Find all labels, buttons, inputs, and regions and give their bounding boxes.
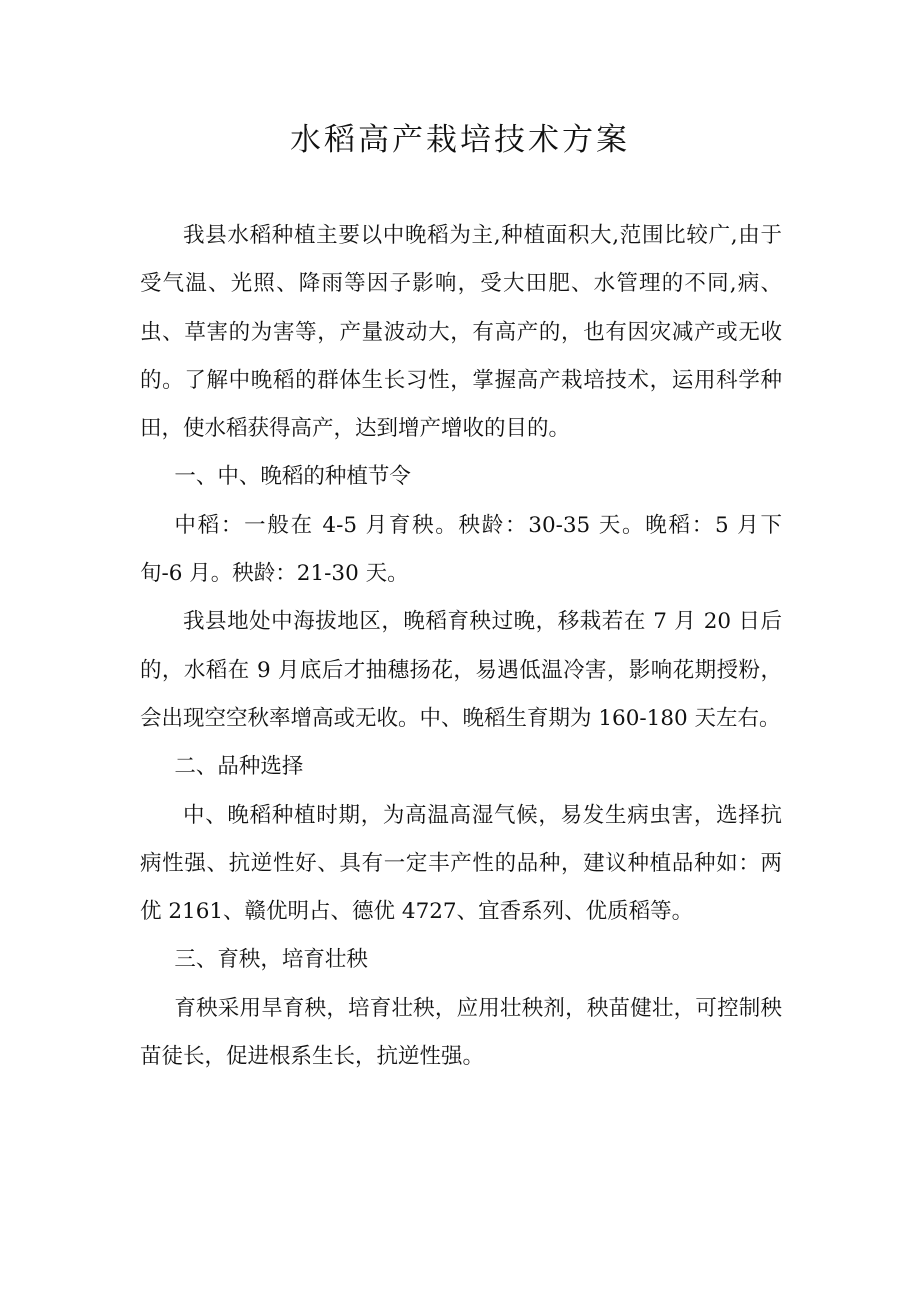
paragraph-altitude-note: 我县地处中海拔地区，晚稻育秧过晚，移栽若在 7 月 20 日后的，水稻在 9 月底后才抽穗扬花，易遇低温冷害，影响花期授粉，会出现空空秋率增高或无收。中、晚稻生育期为 160-180 天左右。 <box>140 609 782 731</box>
document-body <box>140 212 782 1081</box>
section-heading-seedling-cultivation: 三、育秧，培育壮秧 <box>174 947 368 973</box>
document-title: 水稻高产栽培技术方案 <box>290 122 630 158</box>
section-heading-variety-selection: 二、品种选择 <box>174 754 304 780</box>
paragraph-seedling-timing: 中稻：一般在 4-5 月育秧。秧龄：30-35 天。晚稻：5 月下旬-6 月。秧龄：21-30 天。 <box>140 512 782 587</box>
section-heading-planting-season: 一、中、晚稻的种植节令 <box>174 464 411 490</box>
paragraph-variety-recommendation: 中、晚稻种植时期，为高温高湿气候，易发生病虫害，选择抗病性强、抗逆性好、具有一定丰产性的品种，建议种植品种如：两优 2161、赣优明占、德优 4727、宜香系列、优质稻等。 <box>140 802 782 925</box>
paragraph-dry-seedling-method: 育秧采用旱育秧，培育壮秧，应用壮秧剂，秧苗健壮，可控制秧苗徒长，促进根系生长，抗逆性强。 <box>140 995 782 1070</box>
intro-paragraph: 我县水稻种植主要以中晚稻为主,种植面积大,范围比较广,由于受气温、光照、降雨等因子影响，受大田肥、水管理的不同,病、虫、草害的为害等，产量波动大，有高产的，也有因灾减产或无收的。了解中晚稻的群体生长习性，掌握高产栽培技术，运用科学种田，使水稻获得高产，达到增产增收的目的。 <box>140 223 782 442</box>
